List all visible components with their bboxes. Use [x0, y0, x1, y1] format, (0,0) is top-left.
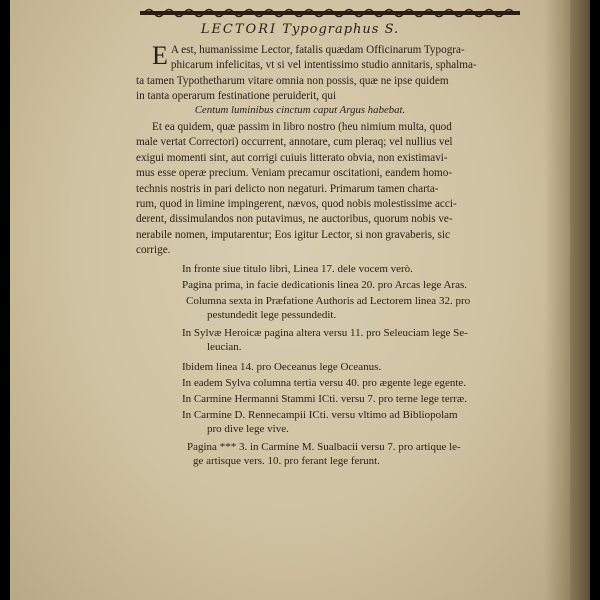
- erratum-continuation: pro dive lege vive.: [207, 423, 289, 435]
- text-line: technis nostris in pari delicto non negaturi. Primarum tamen charta-: [136, 182, 439, 195]
- text-line: nerabile nomen, imputarentur; Eos igitur Lector, si non gravaberis, sic: [136, 228, 450, 241]
- erratum-item: In fronte siue titulo libri, Linea 17. dele vocem verò.: [182, 263, 413, 275]
- erratum-continuation: pestundedit lege pessundedit.: [207, 309, 337, 321]
- text-line: rum, quod in limine impingerent, nævos, quod nobis molestissime acci-: [136, 198, 457, 211]
- heading-subtitle: Typographus S.: [282, 22, 400, 37]
- heading-title: LECTORI: [200, 22, 278, 37]
- text-line: Et ea quidem, quæ passim in libro nostro (heu nimium multa, quod: [152, 121, 452, 133]
- text-line: derent, dissimulandos non putavimus, ne auctoribus, quorum nobis ve-: [136, 213, 453, 226]
- erratum-item: In eadem Sylva columna tertia versu 40. pro ægente lege egente.: [182, 377, 467, 389]
- erratum-continuation: ge artisque vers. 10. pro ferant lege ferunt.: [193, 455, 380, 467]
- erratum-item: Pagina *** 3. in Carmine M. Sualbacii versu 7. pro artique le-: [187, 441, 461, 453]
- adjacent-page-edge: [570, 0, 590, 600]
- text-line: mus esse operæ precium. Veniam precamur oscitationi, eandem homo-: [136, 167, 453, 180]
- erratum-item: In Sylvæ Heroicæ pagina altera versu 11. pro Seleuciam lege Se-: [182, 327, 468, 339]
- text-line: corrige.: [136, 244, 171, 257]
- drop-cap: E: [152, 41, 168, 70]
- erratum-continuation: leucian.: [207, 341, 242, 353]
- erratum-item: Pagina prima, in facie dedicationis linea 20. pro Arcas lege Aras.: [182, 279, 467, 291]
- erratum-item: Ibidem linea 14. pro Oeceanus lege Oceanus.: [182, 361, 382, 373]
- text-line: male vertat Correctori) occurrent, annotare, cum pleraq; vel nullius vel: [136, 136, 453, 149]
- text-line: A est, humanissime Lector, fatalis quædam Officinarum Typogra-: [170, 44, 465, 56]
- latin-quote: Centum luminibus cinctum caput Argus habebat.: [194, 104, 406, 116]
- text-line: exigui momenti sint, aut corrigi cuiuis litterato obvia, non existimavi-: [136, 151, 448, 164]
- body-paragraph: [136, 120, 520, 259]
- text-line: phicarum infelicitas, vt si vel intentissimo studio annitaris, sphalma-: [170, 59, 477, 72]
- erratum-item: Columna sexta in Præfatione Authoris ad Lectorem linea 32. pro: [186, 295, 471, 307]
- text-line: in tanta operarum festinatione peruiderit, qui: [136, 90, 337, 103]
- decorative-border-ornament: [140, 6, 520, 20]
- intro-paragraph: [136, 41, 520, 105]
- page-heading: [0, 22, 600, 37]
- erratum-item: In Carmine Hermanni Stammi ICti. versu 7. pro terne lege terræ.: [182, 393, 468, 405]
- text-line: ta tamen Typothetharum vitare omnia non possis, quæ ne ipse quidem: [136, 74, 449, 87]
- erratum-item: In Carmine D. Rennecampii ICti. versu vltimo ad Bibliopolam: [182, 409, 458, 421]
